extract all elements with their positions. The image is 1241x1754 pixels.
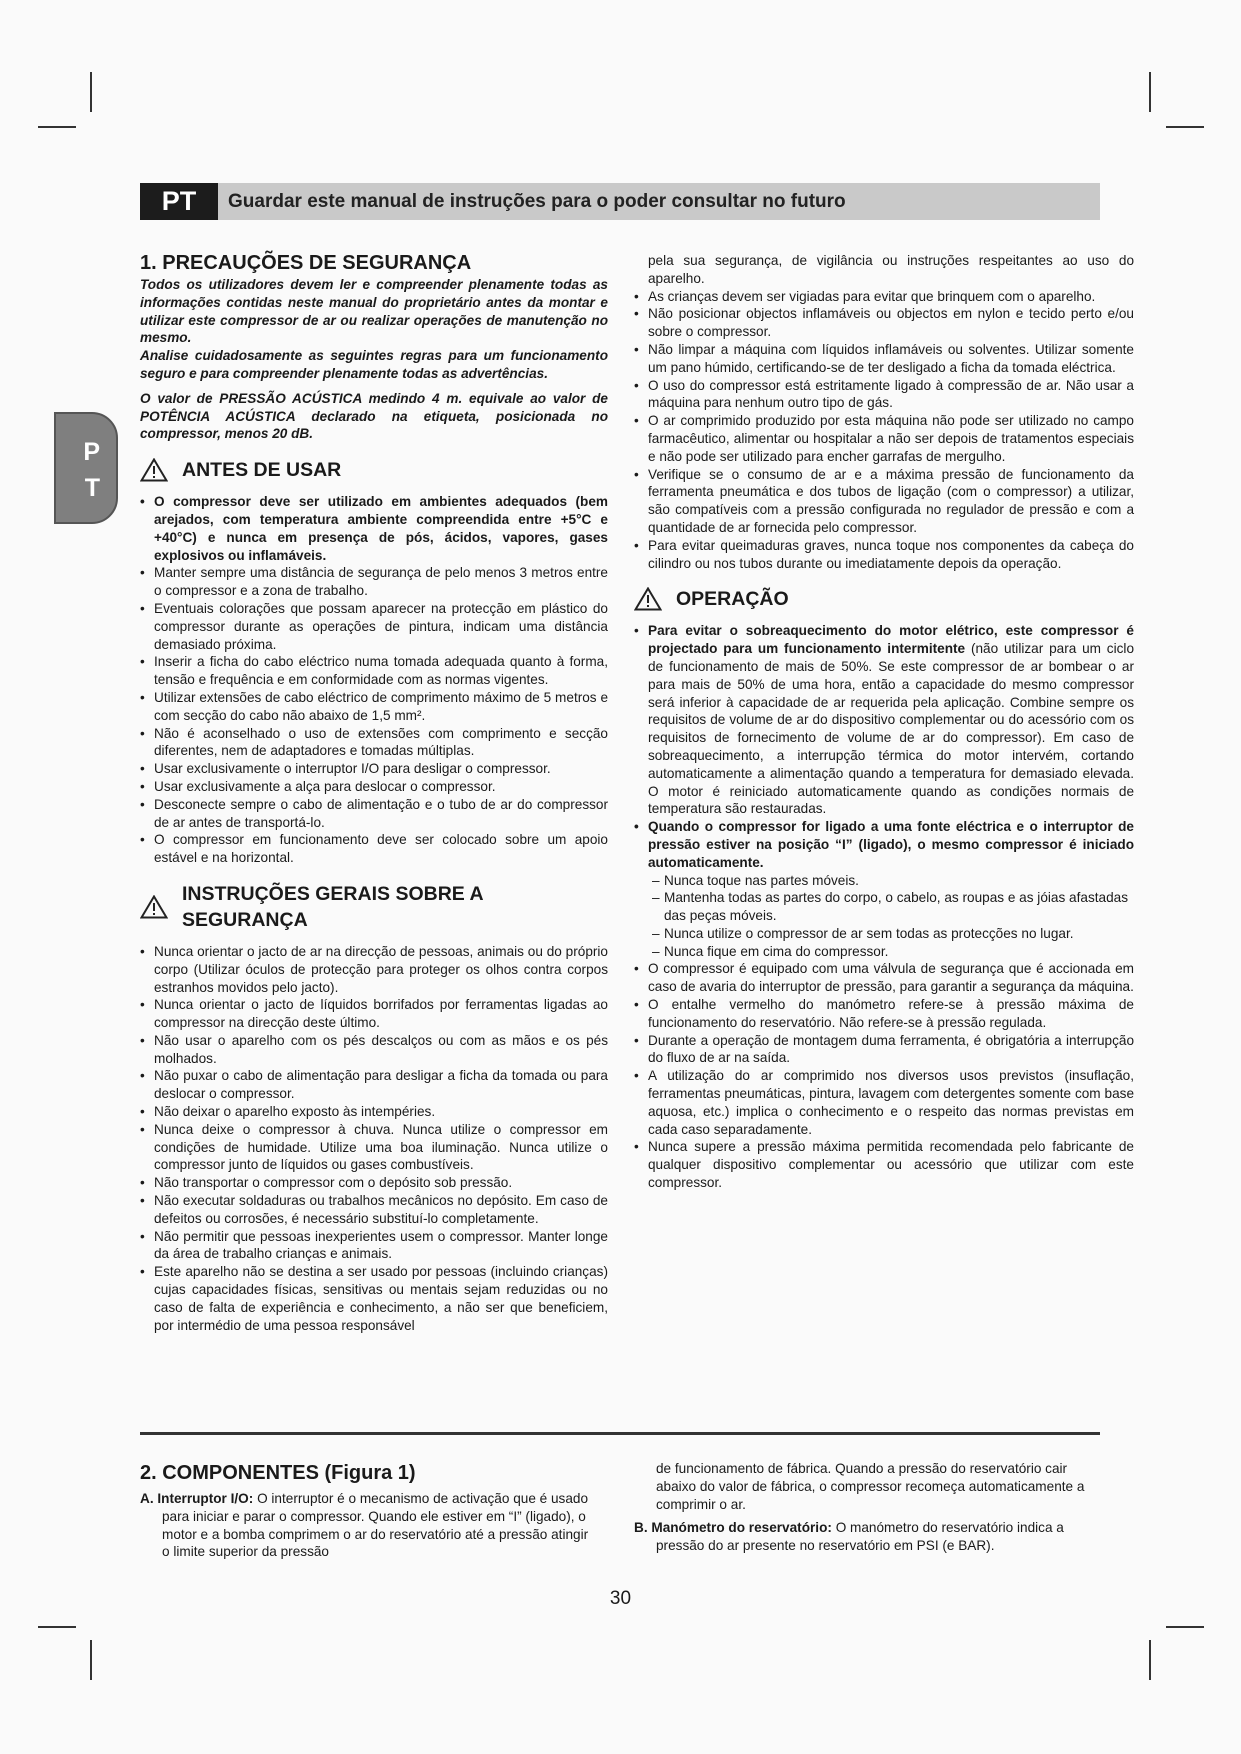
acoustic-note: O valor de PRESSÃO ACÚSTICA medindo 4 m. equivale ao valor de POTÊNCIA ACÚSTICA declarado na etiqueta, posicionada no compressor, menos 20 dB. <box>140 390 608 442</box>
right-column <box>634 252 1134 1192</box>
crop-mark <box>90 1640 92 1680</box>
language-code: PT <box>140 183 218 220</box>
instrucoes-list <box>140 943 608 1335</box>
safety-list-continued <box>634 288 1134 573</box>
antes-heading-text: ANTES DE USAR <box>182 459 342 482</box>
list-item: • Nunca orientar o jacto de líquidos borrifados por ferramentas ligadas ao compressor na direcção deste último. <box>140 996 608 1032</box>
list-item: • Não permitir que pessoas inexperientes usem o compressor. Manter longe da área de trabalho crianças e animais. <box>140 1228 608 1264</box>
list-item: • Desconecte sempre o cabo de alimentação e o tubo de ar do compressor de ar antes de transportá-lo. <box>140 796 608 832</box>
component-a <box>140 1490 595 1561</box>
list-item: • O compressor em funcionamento deve ser colocado sobre um apoio estável e na horizontal. <box>140 831 608 867</box>
left-column <box>140 250 608 1334</box>
componentes-left <box>140 1460 595 1561</box>
warning-icon <box>140 458 168 482</box>
component-a-continuation: de funcionamento de fábrica. Quando a pressão do reservatório cair abaixo do valor de fábrica, o compressor recomeça automaticamente a comprimir o ar. <box>656 1461 1085 1512</box>
component-b <box>634 1519 1104 1555</box>
operacao-heading <box>634 586 1134 612</box>
list-item: • Não usar o aparelho com os pés descalços ou com as mãos e os pés molhados. <box>140 1032 608 1068</box>
operacao-list <box>634 622 1134 871</box>
list-item <box>634 622 1134 818</box>
list-item: • O compressor deve ser utilizado em ambientes adequados (bem arejados, com temperatura ambiente compreendida entre +5°C e +40°C) e nunca em presença de pós, ácidos, vapores, gases explosivos ou inflamáveis. <box>140 493 608 564</box>
warning-icon <box>140 895 168 919</box>
dash-item: – Nunca toque nas partes móveis. <box>652 872 1134 890</box>
crop-mark <box>1149 1640 1151 1680</box>
componentes-right <box>634 1460 1104 1555</box>
list-item: • Para evitar queimaduras graves, nunca toque nos componentes da cabeça do cilindro ou nos tubos durante ou imediatamente depois da operação. <box>634 537 1134 573</box>
list-item: • Não posicionar objectos inflamáveis ou objectos em nylon e tecido perto e/ou sobre o compressor. <box>634 305 1134 341</box>
continuation-text: pela sua segurança, de vigilância ou instruções respeitantes ao uso do aparelho. <box>648 253 1134 286</box>
list-item: • Este aparelho não se destina a ser usado por pessoas (incluindo crianças) cujas capacidades físicas, sensitivas ou mentais sejam reduzidas ou no caso de falta de experiência e conhecimento, a não ser que beneficiem, por intermédio de uma pessoa responsável <box>140 1263 608 1334</box>
list-item: • Durante a operação de montagem duma ferramenta, é obrigatória a interrupção do fluxo de ar na saída. <box>634 1032 1134 1068</box>
operacao-heading-text: OPERAÇÃO <box>676 588 789 611</box>
dash-item: – Nunca fique em cima do compressor. <box>652 943 1134 961</box>
operacao-item-text: (não utilizar para um ciclo de funcionamento de mais de 50%. Se este compressor de ar bombear o ar para mais de 50% de uma hora, então a capacidade do mesmo compressor será inferior à capacidade de ar requerida pela aplicação. Combine sempre os requisitos de volume de ar do dispositivo complementar ou do acessório com os requisitos de fornecimento de volume de ar do compressor). Em caso de sobreaquecimento, a interrupção térmica do motor intervém, cortando automaticamente a alimentação quando a temperatura for demasiado elevada. O motor é reiniciado automaticamente quando as condições normais de temperatura são restauradas. <box>648 641 1134 817</box>
list-item: • Não transportar o compressor com o depósito sob pressão. <box>140 1174 608 1192</box>
crop-mark <box>1166 126 1204 128</box>
dash-item: – Nunca utilize o compressor de ar sem todas as protecções no lugar. <box>652 925 1134 943</box>
list-item: • Utilizar extensões de cabo eléctrico de comprimento máximo de 5 metros e com secção do cabo não abaixo de 1,5 mm². <box>140 689 608 725</box>
list-item: • Verifique se o consumo de ar e a máxima pressão de funcionamento da ferramenta pneumática e dos tubos de ligação (com o compressor) a utilizar, são compatíveis com a pressão configurada no regulador de pressão e com a quantidade de ar fornecida pelo compressor. <box>634 466 1134 537</box>
list-item: • A utilização do ar comprimido nos diversos usos previstos (insuflação, ferramentas pneumáticas, pintura, lavagem com detergentes somente com base aquosa, etc.) implica o conhecimento e o respeito das normas previstas em cada caso separadamente. <box>634 1067 1134 1138</box>
dash-item: – Mantenha todas as partes do corpo, o cabelo, as roupas e as jóias afastadas das peças móveis. <box>652 889 1134 925</box>
language-side-tab <box>54 412 118 524</box>
list-item: • Usar exclusivamente a alça para deslocar o compressor. <box>140 778 608 796</box>
operacao-list-2 <box>634 960 1134 1191</box>
antes-heading <box>140 457 608 483</box>
section-2-heading: 2. COMPONENTES (Figura 1) <box>140 1462 416 1484</box>
page-number: 30 <box>609 1588 632 1609</box>
list-item: • O entalhe vermelho do manómetro refere-se à pressão máxima de funcionamento do reservatório. Não refere-se à pressão regulada. <box>634 996 1134 1032</box>
crop-mark <box>1166 1626 1204 1628</box>
list-item: • O compressor é equipado com uma válvula de segurança que é accionada em caso de avaria do interruptor de pressão, para garantir a segurança da máquina. <box>634 960 1134 996</box>
list-item: • Não deixar o aparelho exposto às intempéries. <box>140 1103 608 1121</box>
list-item: • Não é aconselhado o uso de extensões com comprimento e secção diferentes, nem de adaptadores e tomadas múltiplas. <box>140 725 608 761</box>
list-item: • As crianças devem ser vigiadas para evitar que brinquem com o aparelho. <box>634 288 1134 306</box>
component-b-text: O manómetro do reservatório indica a pressão do ar presente no reservatório em PSI (e BAR). <box>656 1520 1064 1554</box>
crop-mark <box>38 1626 76 1628</box>
list-item: • Manter sempre uma distância de segurança de pelo menos 3 metros entre o compressor e a zona de trabalho. <box>140 564 608 600</box>
list-item: • Inserir a ficha do cabo eléctrico numa tomada adequada quanto à forma, tensão e frequência e em conformidade com as normas vigentes. <box>140 653 608 689</box>
section-1-heading: 1. PRECAUÇÕES DE SEGURANÇA <box>140 252 472 274</box>
list-item: • Eventuais colorações que possam aparecer na protecção em plástico do compressor durante as operações de pintura, indicam uma distância demasiado próxima. <box>140 600 608 653</box>
list-item: • Não puxar o cabo de alimentação para desligar a ficha da tomada ou para deslocar o compressor. <box>140 1067 608 1103</box>
list-item: • Usar exclusivamente o interruptor I/O para desligar o compressor. <box>140 760 608 778</box>
header-title: Guardar este manual de instruções para o poder consultar no futuro <box>228 191 846 212</box>
intro-paragraph: Todos os utilizadores devem ler e compreender plenamente todas as informações contidas neste manual do proprietário antes da montar e utilizar este compressor de ar ou realizar operações de manutenção no mesmo. <box>140 277 608 346</box>
list-item: • O ar comprimido produzido por esta máquina não pode ser utilizado no campo farmacêutico, alimentar ou hospitalar a não ser depois de tratamentos especiais e não pode ser utilizado para encher garrafas de mergulho. <box>634 412 1134 465</box>
component-b-label: B. Manómetro do reservatório: <box>634 1520 832 1536</box>
list-item: • Nunca supere a pressão máxima permitida recomendada pelo fabricante de qualquer dispositivo complementar ou acessório que utilizar com este compressor. <box>634 1138 1134 1191</box>
section-divider <box>140 1432 1100 1435</box>
crop-mark <box>90 72 92 112</box>
intro-paragraph: Analise cuidadosamente as seguintes regras para um funcionamento seguro e para compreender plenamente todas as advertências. <box>140 348 608 381</box>
component-a-label: A. Interruptor I/O: <box>140 1491 254 1506</box>
list-item: • Não executar soldaduras ou trabalhos mecânicos no depósito. Em caso de defeitos ou corrosões, é necessário substituí-lo completamente. <box>140 1192 608 1228</box>
operacao-dash-list <box>634 872 1134 961</box>
crop-mark <box>1149 72 1151 112</box>
list-item: • Nunca deixe o compressor à chuva. Nunca utilize o compressor em condições de humidade. Utilize uma boa iluminação. Nunca utilize o compressor junto de líquidos ou gases combustíveis. <box>140 1121 608 1174</box>
list-item: • Quando o compressor for ligado a uma fonte eléctrica e o interruptor de pressão estiver na posição “I” (ligado), o mesmo compressor é iniciado automaticamente. <box>634 818 1134 871</box>
side-tab-letter: T <box>84 474 100 502</box>
side-tab-letter: P <box>83 438 100 466</box>
antes-list <box>140 493 608 867</box>
instrucoes-heading-text: INSTRUÇÕES GERAIS SOBRE A SEGURANÇA <box>182 882 483 931</box>
instrucoes-heading <box>140 881 608 933</box>
crop-mark <box>38 126 76 128</box>
header-bar <box>140 183 1100 220</box>
list-item: • Não limpar a máquina com líquidos inflamáveis ou solventes. Utilizar somente um pano húmido, certificando-se de ter desligado a ficha da tomada eléctrica. <box>634 341 1134 377</box>
warning-icon <box>634 587 662 611</box>
operacao-item-bold: Para evitar o sobreaquecimento do motor elétrico, este compressor é projectado para um funcionamento intermitente <box>648 623 1134 657</box>
list-item: • O uso do compressor está estritamente ligado à compressão de ar. Não usar a máquina para nenhum outro tipo de gás. <box>634 377 1134 413</box>
list-item: • Nunca orientar o jacto de ar na direcção de pessoas, animais ou do próprio corpo (Utilizar óculos de protecção para proteger os olhos contra corpos estranhos movidos pelo jacto). <box>140 943 608 996</box>
component-a-text: O interruptor é o mecanismo de activação que é usado para iniciar e parar o compressor. Quando ele estiver em “I” (ligado), o motor e a bomba comprimem o ar do reservatório até a pressão atingir o limite superior da pressão <box>162 1491 589 1560</box>
